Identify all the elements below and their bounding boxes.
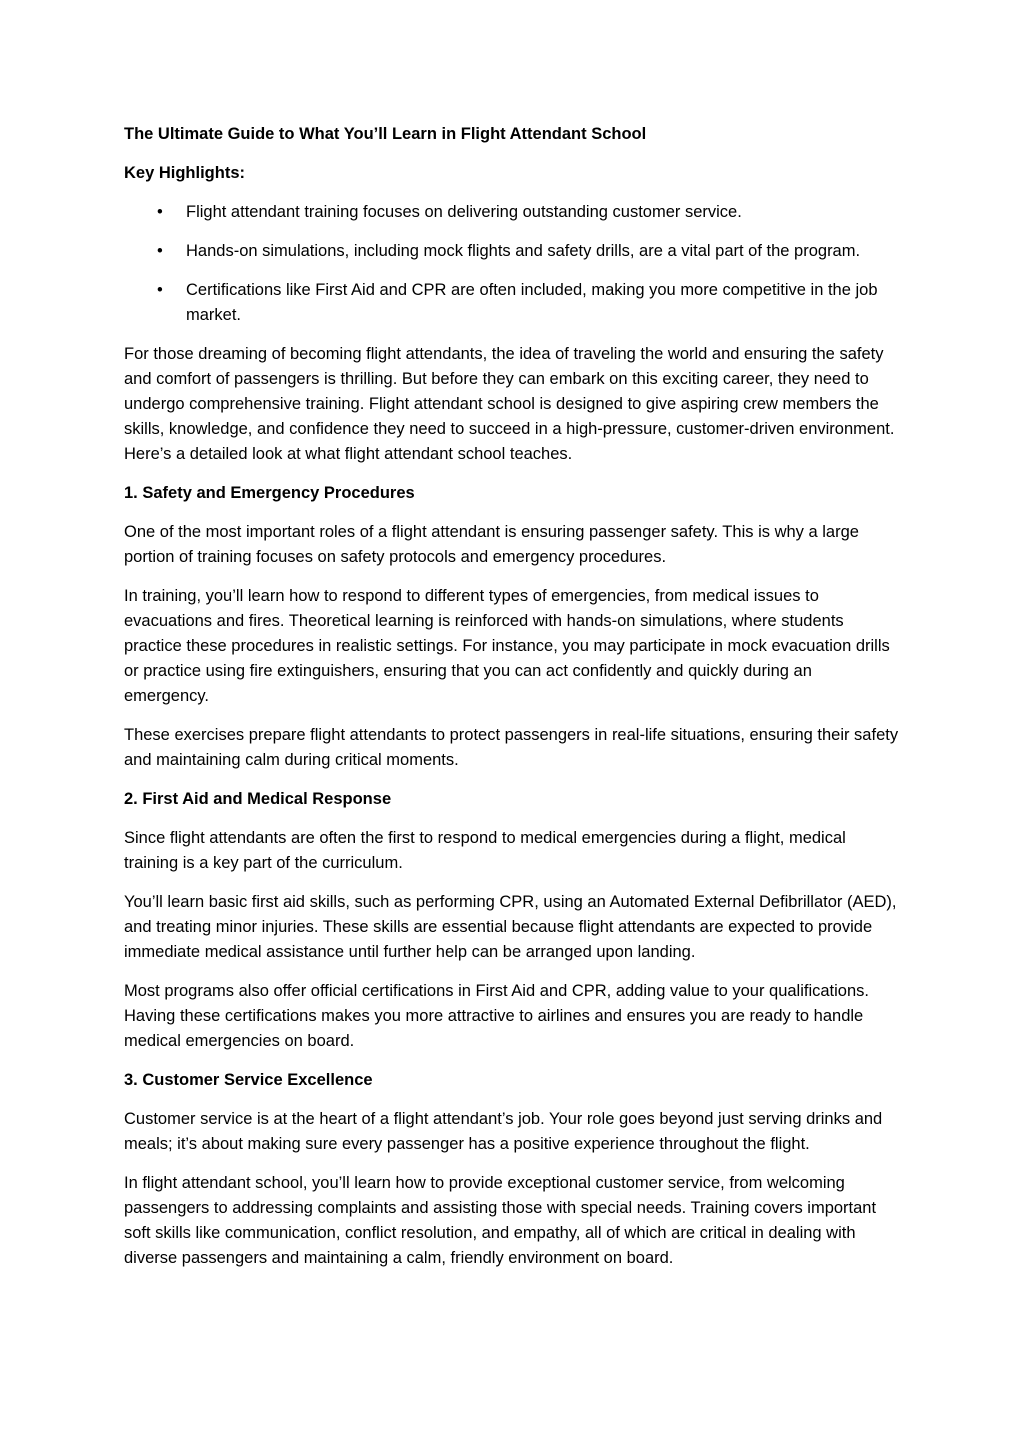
bullet-icon: • [157,281,163,299]
section-paragraph: In training, you’ll learn how to respond to different types of emergencies, from medical issues to evacuations and fires. Theoretical learning is reinforced with hands-on simulations, where students practice these procedures in realistic settings. For instance, you may participate in mock evacuation drills or practice using fire extinguishers, ensuring that you can act confidently and quickly during an emergency. [124,587,890,705]
bullet-icon: • [157,242,163,260]
highlights-list [124,200,900,328]
list-item [124,278,900,328]
bullet-icon: • [157,203,163,221]
document-title: The Ultimate Guide to What You’ll Learn in Flight Attendant School [124,125,647,143]
list-item [124,200,900,225]
section-heading: 3. Customer Service Excellence [124,1071,373,1089]
section-heading: 1. Safety and Emergency Procedures [124,484,415,502]
section-paragraph: These exercises prepare flight attendants to protect passengers in real-life situations, ensuring their safety and maintaining calm during critical moments. [124,726,899,769]
intro-paragraph: For those dreaming of becoming flight attendants, the idea of traveling the world and ensuring the safety and comfort of passengers is thrilling. But before they can embark on this exciting career, they need to undergo comprehensive training. Flight attendant school is designed to give aspiring crew members the skills, knowledge, and confidence they need to succeed in a high-pressure, customer-driven environment. Here’s a detailed look at what flight attendant school teaches. [124,345,895,463]
section-paragraph: Customer service is at the heart of a flight attendant’s job. Your role goes beyond just serving drinks and meals; it’s about making sure every passenger has a positive experience throughout the flight. [124,1110,883,1153]
highlight-text: Hands-on simulations, including mock flights and safety drills, are a vital part of the program. [186,242,861,260]
section-paragraph: Since flight attendants are often the first to respond to medical emergencies during a flight, medical training is a key part of the curriculum. [124,829,846,872]
highlight-text: Certifications like First Aid and CPR are often included, making you more competitive in the job market. [186,281,878,324]
list-item [124,239,900,264]
highlights-heading: Key Highlights: [124,164,246,182]
section-heading: 2. First Aid and Medical Response [124,790,392,808]
section-paragraph: Most programs also offer official certifications in First Aid and CPR, adding value to your qualifications. Having these certifications makes you more attractive to airlines and ensures you are ready to handle medical emergencies on board. [124,982,869,1050]
highlight-text: Flight attendant training focuses on delivering outstanding customer service. [186,203,742,221]
section-paragraph: One of the most important roles of a flight attendant is ensuring passenger safety. This is why a large portion of training focuses on safety protocols and emergency procedures. [124,523,859,566]
section-paragraph: You’ll learn basic first aid skills, such as performing CPR, using an Automated External Defibrillator (AED), and treating minor injuries. These skills are essential because flight attendants are expected to provide immediate medical assistance until further help can be arranged upon landing. [124,893,897,961]
document-page [124,122,900,1285]
section-paragraph: In flight attendant school, you’ll learn how to provide exceptional customer service, from welcoming passengers to addressing complaints and assisting those with special needs. Training covers important soft skills like communication, conflict resolution, and empathy, all of which are critical in dealing with diverse passengers and maintaining a calm, friendly environment on board. [124,1174,877,1267]
